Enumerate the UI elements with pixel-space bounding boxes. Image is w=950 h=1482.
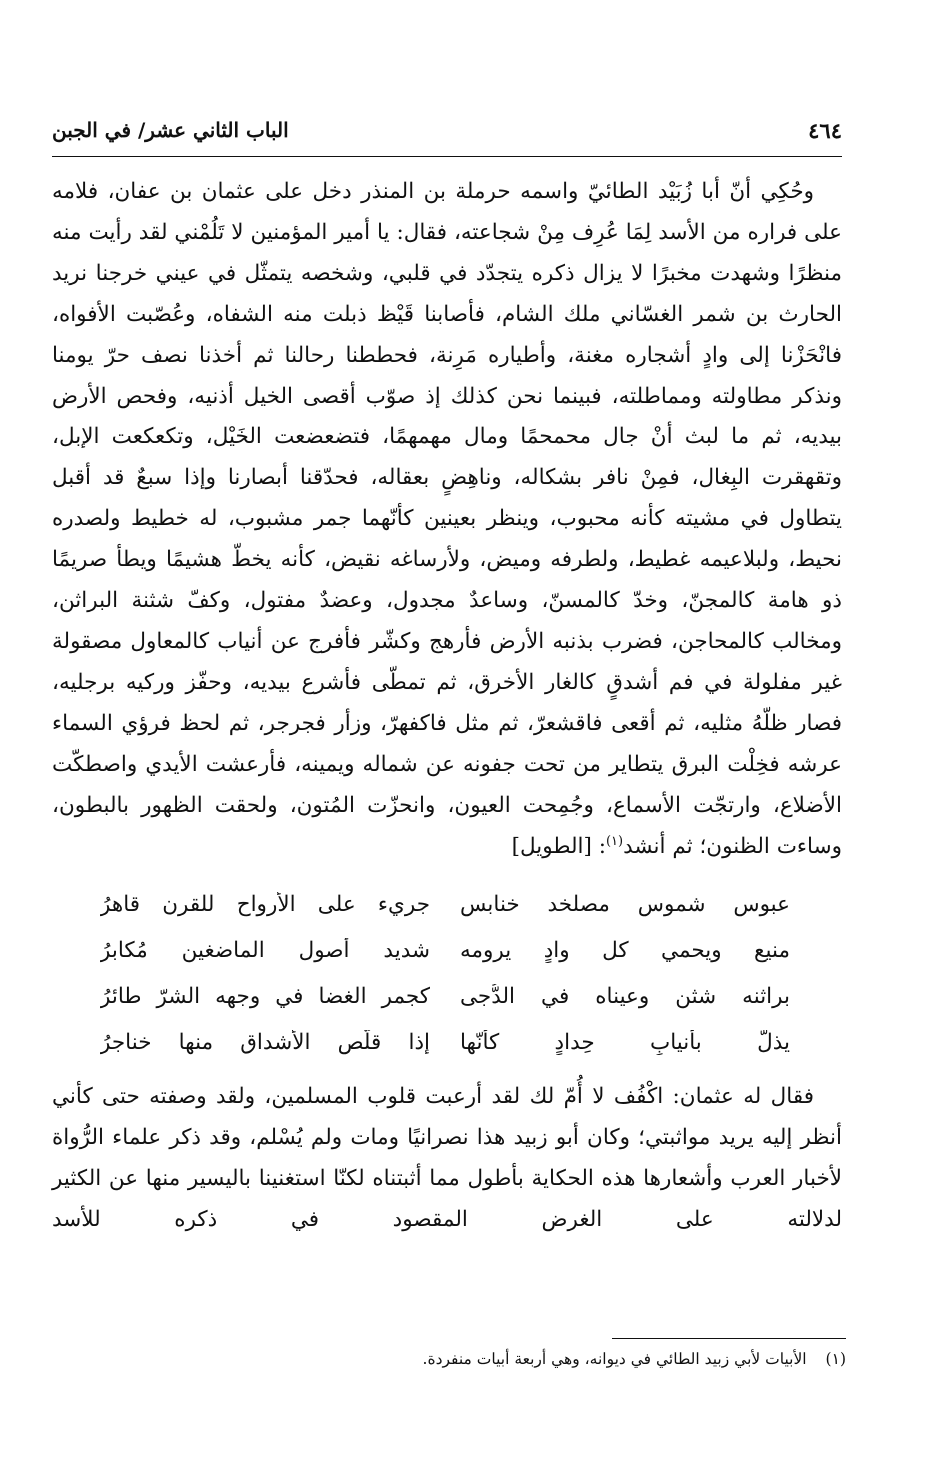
- running-title: الباب الثاني عشر/ في الجبن: [52, 118, 289, 142]
- verse-first-hemistich: منيع ويحمي كل وادٍ يرومه: [460, 937, 790, 963]
- poem-meter: : [الطويل]: [511, 833, 606, 859]
- footnote-number: (١): [825, 1350, 846, 1368]
- poem-verse: [52, 973, 842, 1019]
- paragraph-2: فقال له عثمان: اكْفُف لا أُمّ لك لقد أرعبت قلوب المسلمين، ولقد وصفته حتى كأني أنظر إليه يريد مواثبتي؛ وكان أبو زبيد هذا نصرانيًا ومات ولم يُسْلم، وقد ذكر علماء الرُّواة لأخبار العرب وأشعارها هذه الحكاية بأطول مما أثبتناه لكنّا استغنينا باليسير منها عن الكثير لدلالته على الغرض المقصود في ذكره للأسد: [52, 1084, 842, 1233]
- page-header: [52, 118, 842, 150]
- footnote: [423, 1350, 846, 1368]
- verse-first-hemistich: براثنه شثن وعيناه في الدُّجى: [460, 983, 790, 1009]
- footnote-reference: (١): [605, 833, 624, 849]
- poem-verse: [52, 927, 842, 973]
- verse-first-hemistich: يذلّ بأنيابٍ حِدادٍ كأنّها: [460, 1029, 790, 1055]
- page-number: ٤٦٤: [808, 118, 842, 143]
- verse-second-hemistich: جريء على الأرواح للقرن قاهرُ: [100, 891, 430, 917]
- header-rule: [52, 156, 842, 157]
- verse-second-hemistich: إذا قلّص الأشداق منها خناجرُ: [100, 1029, 430, 1055]
- poem: [52, 881, 842, 1065]
- paragraph-1: [52, 172, 842, 867]
- verse-second-hemistich: شديد أصول الماضغين مُكابرُ: [100, 937, 430, 963]
- poem-verse: [52, 1019, 842, 1065]
- verse-second-hemistich: كجمر الغضا في وجهه الشرّ طائرُ: [100, 983, 430, 1009]
- footnote-rule: [612, 1338, 846, 1339]
- poem-verse: [52, 881, 842, 927]
- verse-first-hemistich: عبوس شموس مصلخد خنابس: [460, 891, 790, 917]
- footnote-text: الأبيات لأبي زبيد الطائي في ديوانه، وهي أربعة أبيات منفردة.: [422, 1350, 807, 1368]
- paragraph-1-text: وحُكِي أنّ أبا زُبَيْد الطائيّ واسمه حرملة بن المنذر دخل على عثمان بن عفان، فلامه على فراره من الأسد لِمَا عُرِف مِنْ شجاعته، فقال: يا أمير المؤمنين لا تَلُمْني لقد رأيت منه منظرًا وشهدت مخبرًا لا يزال ذكره يتجدّد في قلبي، وشخصه يتمثّل في عيني خرجنا نريد الحارث بن شمر الغسّاني ملك الشام، فأصابنا قَيْظ ذبلت منه الشفاه، وعُصّبت الأفواه، فانْحَزْنا إلى وادٍ أشجاره مغنة، وأطياره مَرِنة، فحططنا رحالنا ثم أخذنا نصف حرّ يومنا ونذكر مطاولته ومماطلته، فبينما نحن كذلك إذ صوّب أقصى الخيل أذنيه، وفحص الأرض بيديه، ثم ما لبث أنْ جال محمحمًا ومال مهمهمًا، فتضعضعت الخَيْل، وتكعكعت الإبل، وتقهقرت البِغال، فمِنْ نافر بشكاله، وناهِضٍ بعقاله، فحدّقنا أبصارنا وإذا سبعٌ قد أقبل يتطاول في مشيته كأنه محبوب، وينظر بعينين كأنّهما جمر مشبوب، له خطيط ولصدره نحيط، ولبلاعيمه غطيط، ولطرفه وميض، ولأرساغه نقيض، كأنه يخطّ هشيمًا ويطأ صريمًا ذو هامة كالمجنّ، وخدّ كالمسنّ، وساعدٌ مجدول، وعضدٌ مفتول، وكفّ شثنة البراثن، ومخالب كالمحاجن، فضرب بذنبه الأرض فأرهج وكشّر فأفرج عن أنياب كالمعاول مصقولة غير مفلولة في فم أشدقٍ كالغار الأخرق، ثم تمطّى فأشرع بيديه، وحفّز وركيه برجليه، فصار ظلّهُ مثليه، ثم أقعى فاقشعرّ، ثم مثل فاكفهرّ، وزأر فجرجر، ثم لحظ فرؤي السماء عرشه فخِلْت البرق يتطاير من تحت جفونه عن شماله ويمينه، فأرعشت الأيدي واصطكّت الأضلاع، وارتجّت الأسماع، وجُمِحت العيون، وانحزّت المُتون، ولحقت الظهور بالبطون، وساءت الظنون؛ ثم أنشد: [52, 179, 842, 859]
- main-text: [52, 172, 842, 1241]
